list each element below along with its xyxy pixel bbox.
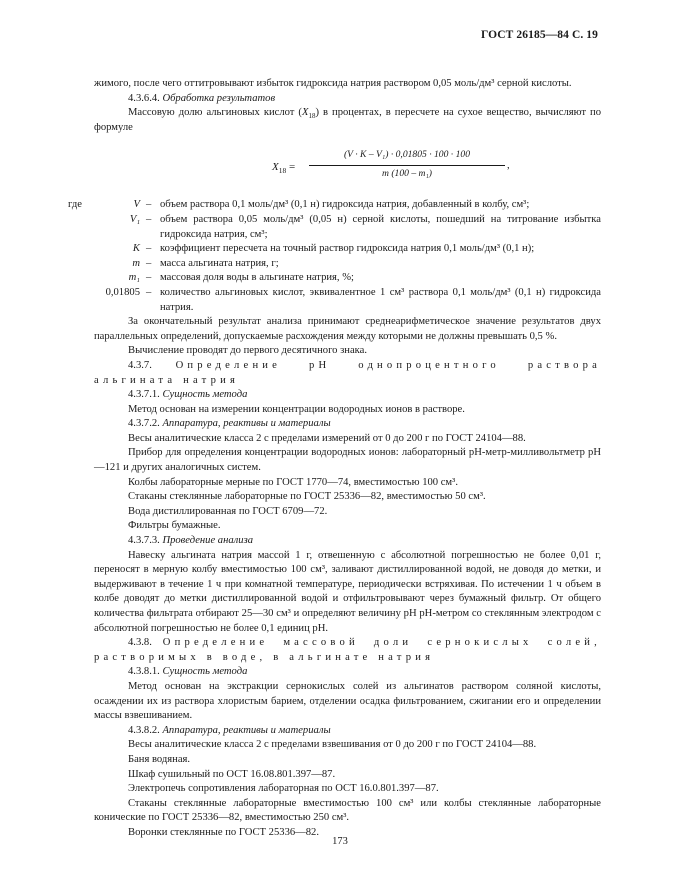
paragraph: Баня водяная. <box>128 753 191 765</box>
formula-lhs <box>272 160 295 175</box>
section-number: 4.3.6.4. <box>128 92 160 104</box>
definition-row <box>94 271 601 286</box>
definition-row <box>94 242 601 257</box>
paragraph: Воронки стеклянные по ГОСТ 25336—82. <box>128 826 319 838</box>
paragraph: Навеску альгината натрия массой 1 г, отвешенную с абсолютной погрешностью не более 0,01 г, переносят в мерную колбу вместимостью 100 см³, заливают дистиллированной водой, не доводя до метки, и выдерживают в течение 1 ч при комнатной температуре, периодически встряхивая. По истечении 1 ч объем в колбе доводят до метки дистиллированной водой и отфильтровывают через бумажный фильтр. От общего количества фильтрата отбирают 25—30 см³ и определяют величину pH pH-метром со стеклянным электродом с абсолютной погрешностью не более 0,1 единиц pH. <box>94 549 601 634</box>
definition-text: объем раствора 0,05 моль/дм³ (0,05 н) серной кислоты, пошедший на титрование избытка гидроксида натрия, см³; <box>160 213 601 240</box>
definition-text: количество альгиновых кислот, эквивалентное 1 см³ раствора 0,1 моль/дм³ (0,1 н) гидроксида натрия. <box>160 286 601 313</box>
paragraph: Прибор для определения концентрации водородных ионов: лабораторный pH-метр-милливольтметр pH—121 и других аналогичных систем. <box>94 447 601 474</box>
definition-dash: – <box>146 243 152 255</box>
section-title: Аппаратура, реактивы и материалы <box>162 724 331 736</box>
formula-numerator: (V · K – V₁) · 0,01805 · 100 · 100 <box>309 148 505 166</box>
intro-text: Массовую долю альгиновых кислот ( <box>128 107 302 119</box>
definition-row <box>94 213 601 242</box>
paragraph: Стаканы стеклянные лабораторные по ГОСТ 25336—82, вместимостью 50 см³. <box>128 491 486 503</box>
definition-text: масса альгината натрия, г; <box>160 257 279 269</box>
formula-x18 <box>94 146 601 186</box>
definition-text: объем раствора 0,1 моль/дм³ (0,1 н) гидроксида натрия, добавленный в колбу, см³; <box>160 199 530 211</box>
paragraph: Вода дистиллированная по ГОСТ 6709—72. <box>128 505 328 517</box>
section-title: Проведение анализа <box>162 535 254 547</box>
definition-dash: – <box>146 286 152 298</box>
formula-comma: , <box>507 160 510 172</box>
paragraph-continuation: жимого, после чего оттитровывают избыток гидроксида натрия раствором 0,05 моль/дм³ серной кислоты. <box>94 78 572 89</box>
definition-symbol: V <box>133 199 140 211</box>
paragraph: За окончательный результат анализа принимают среднеарифметическое значение результатов двух параллельных определений, допускаемые расхождения между которыми не должны превышать 0,5 %. <box>94 316 601 342</box>
paragraph: Шкаф сушильный по ОСТ 16.08.801.397—87. <box>128 768 336 780</box>
definition-dash: – <box>146 257 152 269</box>
section-title: Сущность метода <box>162 389 248 401</box>
paragraph: Вычисление проводят до первого десятичного знака. <box>128 345 367 357</box>
definition-symbol: V₁ <box>129 213 140 225</box>
formula-denominator: m (100 – m₁) <box>382 167 432 179</box>
section-heading-4-3-8-2 <box>94 724 601 739</box>
paragraph: Весы аналитические класса 2 с пределами измерений от 0 до 200 г по ГОСТ 24104—88. <box>128 432 526 444</box>
section-heading-4-3-7-1 <box>94 388 601 403</box>
definition-dash: – <box>146 213 152 225</box>
definition-symbol: 0,01805 <box>105 286 140 298</box>
section-number: 4.3.8.2. <box>128 724 160 736</box>
section-number: 4.3.7.2. <box>128 418 160 430</box>
definitions-list <box>68 198 601 315</box>
definition-text: массовая доля воды в альгинате натрия, %; <box>160 272 354 284</box>
page-header: ГОСТ 26185—84 С. 19 <box>480 29 598 41</box>
section-number: 4.3.7.3. <box>128 535 160 547</box>
definition-symbol: m₁ <box>128 272 140 284</box>
definition-dash: – <box>146 199 152 211</box>
section-heading-4-3-7-3 <box>94 534 601 549</box>
where-label: где <box>68 199 82 211</box>
definition-text: коэффициент пересчета на точный раствор гидроксида натрия 0,1 моль/дм³ (0,1 н); <box>160 243 535 255</box>
section-title: Определение массовой доли сернокислых солей, растворимых в воде, в альгинате натрия <box>94 637 601 663</box>
section-heading-4-3-7-2 <box>94 417 601 432</box>
definition-symbol: m <box>132 257 140 269</box>
section-title: Определение pH однопроцентного раствора альгината натрия <box>94 359 601 386</box>
section-heading-4-3-8 <box>94 636 601 665</box>
section-title: Обработка результатов <box>162 92 276 104</box>
paragraph: Метод основан на экстракции сернокислых солей из альгинатов раствором соляной кислоты, осаждении их из раствора хлористым барием, отделении осадка фильтрованием, сжигании его и определении массы взвешиванием. <box>94 680 601 722</box>
formula-lhs-symbol: X <box>272 161 279 174</box>
paragraph: Колбы лабораторные мерные по ГОСТ 1770—74, вместимостью 100 см³. <box>128 476 458 488</box>
section-title: Сущность метода <box>162 666 248 678</box>
page-body <box>68 77 601 841</box>
section-heading-4-3-8-1 <box>94 665 601 680</box>
paragraph: Фильтры бумажные. <box>128 520 221 532</box>
formula-equals: = <box>286 161 296 174</box>
section-number: 4.3.7.1. <box>128 389 160 401</box>
intro-text-end: ) в процентах, в пересчете на сухое вещество, вычисляют по формуле <box>94 107 601 133</box>
page-number: 173 <box>332 836 348 847</box>
paragraph: Электропечь сопротивления лабораторная по ОСТ 16.0.801.397—87. <box>128 783 439 795</box>
paragraph: Весы аналитические класса 2 с пределами взвешивания от 0 до 200 г по ГОСТ 24104—88. <box>128 739 537 751</box>
section-heading-4-3-6-4 <box>94 92 601 107</box>
section-heading-4-3-7 <box>94 359 601 388</box>
paragraph: Стаканы стеклянные лабораторные вместимостью 100 см³ или колбы стеклянные лабораторные конические по ГОСТ 25336—82, вместимостью 250 см³. <box>94 797 601 824</box>
section-title: Аппаратура, реактивы и материалы <box>162 418 331 430</box>
definition-row <box>68 286 601 315</box>
definition-row <box>94 257 601 272</box>
variable-symbol: X <box>301 107 309 119</box>
formula-fraction <box>309 148 505 181</box>
paragraph-formula-intro <box>94 106 601 135</box>
section-number: 4.3.7. <box>128 359 152 371</box>
formula-lhs-subscript: 18 <box>278 166 287 176</box>
definition-row <box>94 198 601 213</box>
section-number: 4.3.8.1. <box>128 666 160 678</box>
variable-subscript: 18 <box>308 112 316 121</box>
paragraph: Метод основан на измерении концентрации водородных ионов в растворе. <box>128 403 465 415</box>
definition-symbol: K <box>132 243 140 255</box>
definition-dash: – <box>146 272 152 284</box>
section-number: 4.3.8. <box>128 637 152 649</box>
